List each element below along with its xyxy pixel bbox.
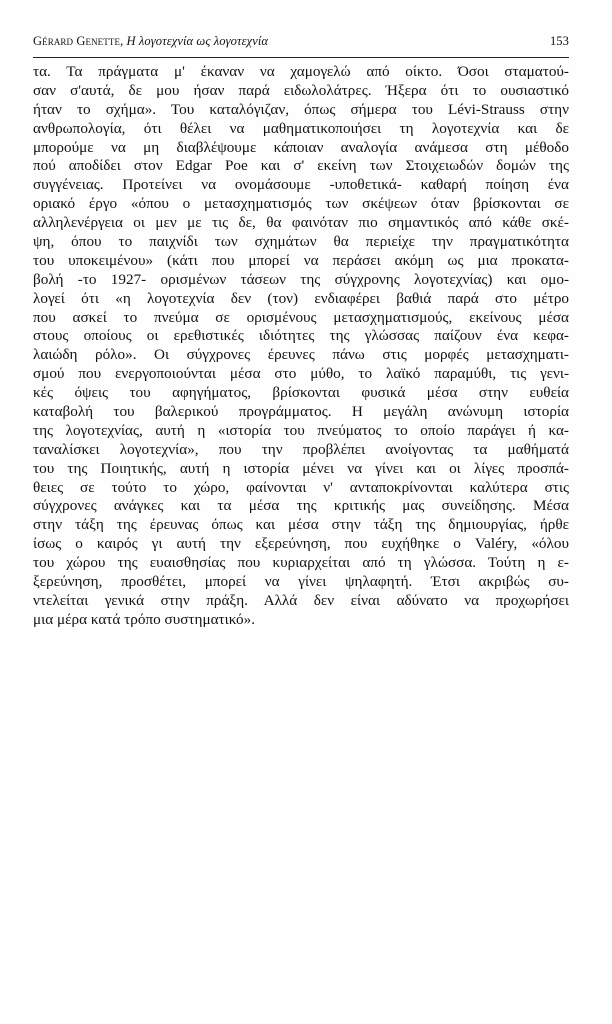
text-line: οριακό έργο «όπου ο μετασχηματισμός των σκέψεων όταν βρίσκονται σε: [33, 195, 569, 213]
text-line: σαν σ'αυτά, δε μου ήσαν παρά ειδωλολάτρες. Ήξερα ότι το ουσιαστικό: [33, 81, 569, 99]
text-line: σύγχρονες ανάγκες και τα μέσα της κριτικής μας συνείδησης. Μέσα: [33, 497, 569, 515]
text-line: ταναλίσκει λογοτεχνία», που την προβλέπει ανοίγοντας τα μαθήματά: [33, 440, 569, 458]
text-line: βολή -το 1927- ορισμένων τάσεων της σύγχρονης λογοτεχνίας) και ομο-: [33, 270, 569, 288]
text-line: ανθρωπολογία, ότι θέλει να μαθηματικοποιήσει τη λογοτεχνία και δε: [33, 119, 569, 137]
text-line: μια μέρα κατά τρόπο συστηματικό».: [33, 610, 256, 628]
text-line: του χώρου της ευαισθησίας που κυριαρχείται από τη γλώσσα. Τούτη η ε-: [33, 554, 569, 572]
text-line: στους οποίους οι ερεθιστικές ιδιότητες της γλώσσας παίζουν ένα κεφα-: [33, 327, 569, 345]
text-line: αλληλενέργεια οι μεν με τις δε, θα φαινόταν πιο σημαντικός από κάθε σκέ-: [33, 214, 569, 232]
text-line: ξερεύνηση, προσθέτει, μπορεί να γίνει ψηλαφητή. Έτσι ακριβώς συ-: [33, 573, 569, 591]
text-line: της λογοτεχνίας, αυτή η «ιστορία του πνεύματος το οποίο παράγει ή κα-: [33, 421, 569, 439]
text-line: σμού που ενεργοποιούνται μέσα στο μύθο, το λαϊκό παραμύθι, τις γενι-: [33, 365, 569, 383]
header-rule: [33, 57, 569, 58]
text-line: στην τάξη της έρευνας όπως και μέσα στην τάξη της δημιουργίας, ήρθε: [33, 516, 569, 534]
text-line: μπορούμε να μη διαβλέψουμε κάποιαν αναλογία ανάμεσα στη μέθοδο: [33, 138, 569, 156]
text-line: πού αποδίδει στον Edgar Poe και σ' εκείνη των Στοιχειωδών δομών της: [33, 157, 569, 175]
text-line: ντελείται γενικά στην πράξη. Αλλά δεν είναι αδύνατο να προχωρήσει: [33, 591, 569, 609]
page-number: 153: [549, 34, 569, 48]
text-line: του υποκειμένου» (κάτι που μπορεί να περάσει ακόμη ως μια προκατα-: [33, 251, 569, 269]
text-line: ίσως ο καιρός γι αυτή την εξερεύνηση, που ευχήθηκε ο Valéry, «όλου: [33, 535, 569, 553]
text-line: του της Ποιητικής, αυτή η ιστορία μένει να γίνει και οι λίγες προσπά-: [33, 459, 569, 477]
text-line: καταβολή του βαλερικού προγράμματος. Η μεγάλη ανώνυμη ιστορία: [33, 403, 569, 421]
text-line: συγγένειας. Προτείνει να ονομάσουμε -υποθετικά- καθαρή ποίηση ένα: [33, 176, 569, 194]
text-line: λογεί ότι «η λογοτεχνία δεν (τον) ενδιαφέρει βαθιά παρά στο μέτρο: [33, 289, 569, 307]
text-line: λαιώδη ρόλο». Οι σύγχρονες έρευνες πάνω στις μορφές μετασχηματι-: [33, 346, 569, 364]
text-line: θειες σε τούτο το χώρο, φαίνονται ν' ανταποκρίνονται καλύτερα στις: [33, 478, 569, 496]
book-title: Η λογοτεχνία ως λογοτεχνία: [126, 34, 269, 48]
text-line: ήταν το σχήμα». Του καταλόγιζαν, όπως σήμερα του Lévi-Strauss στην: [33, 100, 569, 118]
text-line: ψη, όπου το παιχνίδι των σχημάτων θα περιείχε την πραγματικότητα: [33, 233, 569, 251]
text-line: τα. Τα πράγματα μ' έκαναν να χαμογελώ από οίκτο. Όσοι σταματού-: [33, 63, 569, 80]
text-line: που ασκεί το πνεύμα σε ορισμένους μετασχηματισμούς, εκείνους μέσα: [33, 308, 569, 326]
running-head: [33, 34, 569, 52]
text-line: κές όψεις του αφηγήματος, βρίσκονται φυσικά μέσα στην ευθεία: [33, 384, 569, 402]
author-name: Gérard Genette,: [33, 34, 124, 48]
body-paragraph: [33, 63, 569, 630]
